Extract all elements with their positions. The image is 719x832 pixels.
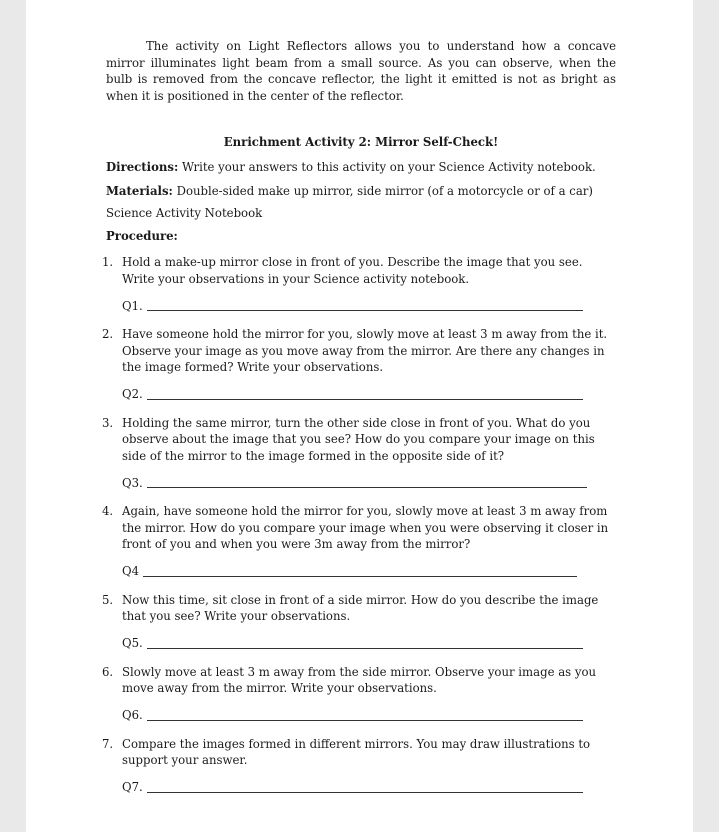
answer-label: Q7. [122, 780, 143, 794]
answer-blank[interactable] [147, 792, 583, 793]
answer-label: Q4 [122, 564, 140, 578]
item-text: Now this time, sit close in front of a side mirror. How do you describe the image that you see? Write your observations. [122, 592, 599, 623]
procedure-item [102, 736, 622, 769]
answer-line-q7[interactable] [122, 780, 616, 796]
answer-blank[interactable] [147, 310, 583, 311]
intro-paragraph: The activity on Light Reflectors allows you to understand how a concave mirror illuminates light beam from a small source. As you can observe, when the bulb is removed from the concave reflector, the light it emitted is not as bright as when it is positioned in the center of the reflector. [106, 39, 616, 103]
answer-label: Q6. [122, 708, 143, 722]
answer-blank[interactable] [143, 576, 577, 577]
procedure-item [102, 664, 622, 697]
procedure-list [102, 254, 616, 796]
materials-text: Double-sided make up mirror, side mirror (of a motorcycle or of a car) [172, 183, 593, 198]
document-page [26, 0, 693, 832]
directions-text: Write your answers to this activity on your Science Activity notebook. [178, 160, 596, 174]
item-number: 1. [102, 255, 114, 269]
item-text: Slowly move at least 3 m away from the side mirror. Observe your image as you move away from the mirror. Write your observations. [122, 664, 597, 695]
item-number: 2. [102, 327, 114, 341]
answer-blank[interactable] [147, 720, 583, 721]
answer-label: Q5. [122, 636, 143, 650]
document-content [102, 38, 616, 796]
item-text: Compare the images formed in different mirrors. You may draw illustrations to support your answer. [122, 736, 591, 767]
procedure-item [102, 415, 622, 465]
procedure-item [102, 503, 612, 553]
answer-line-q2[interactable] [122, 387, 616, 403]
item-text: Holding the same mirror, turn the other side close in front of you. What do you observe about the image that you see? How do you compare your image on this side of the mirror to the image formed in the opposite side of it? [122, 415, 595, 463]
activity-title: Enrichment Activity 2: Mirror Self-Check! [223, 135, 499, 149]
item-text: Hold a make-up mirror close in front of you. Describe the image that you see. Write your observations in your Science activity notebook. [122, 255, 583, 286]
answer-blank[interactable] [147, 399, 583, 400]
materials-line [106, 183, 616, 200]
answer-line-q4[interactable] [122, 564, 616, 580]
answer-line-q1[interactable] [122, 298, 616, 314]
answer-label: Q1. [122, 298, 143, 313]
procedure-item [102, 254, 612, 287]
item-text: Have someone hold the mirror for you, slowly move at least 3 m away from the it. Observe your image as you move away from the mirror. Are there any changes in the image formed? Write your observations. [122, 327, 608, 374]
item-number: 4. [102, 504, 114, 518]
answer-line-q6[interactable] [122, 708, 616, 724]
answer-blank[interactable] [147, 648, 583, 649]
item-number: 5. [102, 592, 114, 607]
directions-label: Directions: [106, 160, 179, 174]
item-number: 6. [102, 664, 114, 679]
materials-continuation: Science Activity Notebook [106, 206, 263, 220]
item-number: 7. [102, 736, 114, 751]
procedure-label: Procedure: [106, 228, 178, 243]
answer-line-q5[interactable] [122, 636, 616, 652]
materials-label: Materials: [106, 183, 173, 198]
procedure-item [102, 592, 622, 625]
directions-line [106, 159, 616, 176]
answer-line-q3[interactable] [122, 475, 616, 491]
item-number: 3. [102, 415, 114, 430]
answer-blank[interactable] [147, 487, 587, 488]
item-text: Again, have someone hold the mirror for you, slowly move at least 3 m away from the mirror. How do you compare your image when you were observing it closer in front of you and when you were 3m away from the mirror? [122, 504, 609, 551]
answer-label: Q2. [122, 387, 143, 401]
answer-label: Q3. [122, 475, 143, 490]
procedure-item [102, 326, 622, 376]
